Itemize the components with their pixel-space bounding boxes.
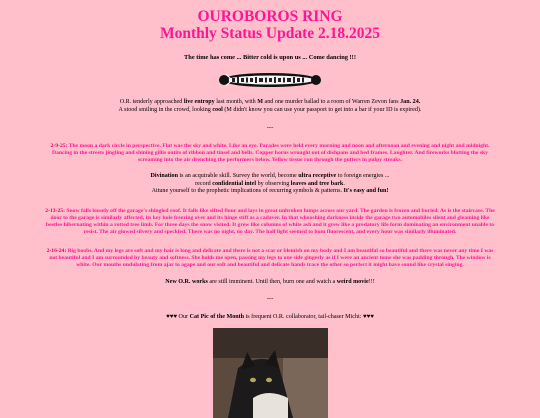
divination-bold: leaves and tree bark xyxy=(290,180,344,187)
divination-text: by observing xyxy=(256,180,291,187)
works-bold: New O.R. works xyxy=(165,279,208,286)
works-announcement xyxy=(0,279,540,285)
ouroboros-banner-image xyxy=(218,70,322,90)
divination-bold: confidential intel xyxy=(212,180,257,187)
summary-text: and one murder ballad to a room of Warren Zevon fans xyxy=(262,99,401,105)
hearts-icon: ♥♥♥ xyxy=(362,314,374,321)
works-bold: weird movie xyxy=(336,279,369,286)
summary-text: O.R. tenderly approached xyxy=(119,99,184,105)
summary-bold: live entropy xyxy=(183,99,215,105)
cat-pic-caption xyxy=(0,314,540,320)
works-text: are still imminent. Until then, burn one and watch a xyxy=(207,279,337,286)
summary-line-1 xyxy=(0,99,540,107)
entry-date: 2-9-25: xyxy=(50,143,68,150)
divination-block xyxy=(0,173,540,195)
divination-bold: It's easy and fun! xyxy=(343,188,389,195)
summary-text: (M didn't know you can use your passport to get into a bar if your ID is expired). xyxy=(222,106,422,113)
summary-bold: Jan. 24. xyxy=(400,99,421,105)
entry-text: The moon a dark circle in perspective. Flat was the sky and white. Like an eye. Parades were held every morning and noon and afternoon and evening and night and midnight. Dancing in the streets jingling and shining gillis outits of ribbon and tinsel and bells. Copper horns wrought out of dishpans and bed frames. Laughter. And fireworks blotting the sky screaming into the air drenching the performers below. Yellow tissue run through the gutters in pulpy streaks. xyxy=(52,143,490,164)
divination-text: record xyxy=(195,180,213,187)
journal-entry-3 xyxy=(44,248,496,269)
divination-text: to foreign energies ... xyxy=(336,173,390,180)
catpic-text: Our xyxy=(177,314,190,321)
separator: --- xyxy=(266,124,274,132)
summary-bold: cool xyxy=(212,106,223,113)
summary-text: last month, with xyxy=(214,99,258,105)
summary-block xyxy=(0,99,540,114)
divination-text: . xyxy=(343,180,345,187)
separator: --- xyxy=(266,295,274,303)
summary-text: A stood smiling in the crowd, looking xyxy=(118,106,213,113)
divination-line-3 xyxy=(0,188,540,195)
entry-text: Big boobs. And my legs are soft and my hair is long and delicate and there is not a scar or blemish on my body and I am beautiful so beautiful and there was never any time I was not beautiful and I am surrounded by beauty and softness. She holds me open, passing my legs to one side gingerly as if I were an ancient tome she was padding through. The window is white. Our mouths undulating from ajar to agape and our soft and beautiful and delicate hands trace the other so perfect it might have sound like crystal singing. xyxy=(49,248,494,269)
summary-line-2 xyxy=(0,107,540,115)
hearts-icon: ♥♥♥ xyxy=(166,314,178,321)
divination-bold: Divination xyxy=(150,173,178,180)
summary-bold: M xyxy=(257,99,263,105)
catpic-text: is frequent O.R. collaborator, tail-chaser Michi: xyxy=(244,314,363,321)
journal-entry-2 xyxy=(44,208,496,236)
page-title: OUROBOROS RING xyxy=(197,8,343,25)
divination-text: Attune yourself to the prophetic implications of recurring symbols & patterns. xyxy=(151,188,344,195)
catpic-bold: Cat Pic of the Month xyxy=(189,314,245,321)
page-subtitle: Monthly Status Update 2.18.2025 xyxy=(159,25,381,42)
entry-text: Snow falls loosely off the garage's shingled roof. It falls like sifted flour and lays in great unbroken lumps across our yard. The garden is frozen and buried. As is the staircase. The door to the garage is similarly affected, its key hole freezing over and its hinge stiff as a cadaver. In that whooshing darkness inside the garage two automobiles silent and gleaming like beetles hibernating within a rotted tree limb. For three days the snow visited. It grew like columns of white ash and it grew like a predatory life form dominating an environment unable to resist. The air glowed silvery and speckled. There was no night, no day. The half light seemed to hum fluorescent, and every hour was similarly illuminated. xyxy=(45,207,495,235)
entry-date: 2-13-25: xyxy=(45,207,65,214)
entry-date: 2-16-24: xyxy=(46,248,67,255)
journal-entry-1 xyxy=(44,143,496,164)
divination-line-1 xyxy=(0,173,540,180)
intro-text: The time has come ... Bitter cold is upon us ... Come dancing !!! xyxy=(184,54,356,61)
works-text: !!! xyxy=(368,279,375,286)
divination-text: is an acquirable skill. Survey the world, become xyxy=(177,173,299,180)
divination-bold: ultra receptive xyxy=(298,173,337,180)
